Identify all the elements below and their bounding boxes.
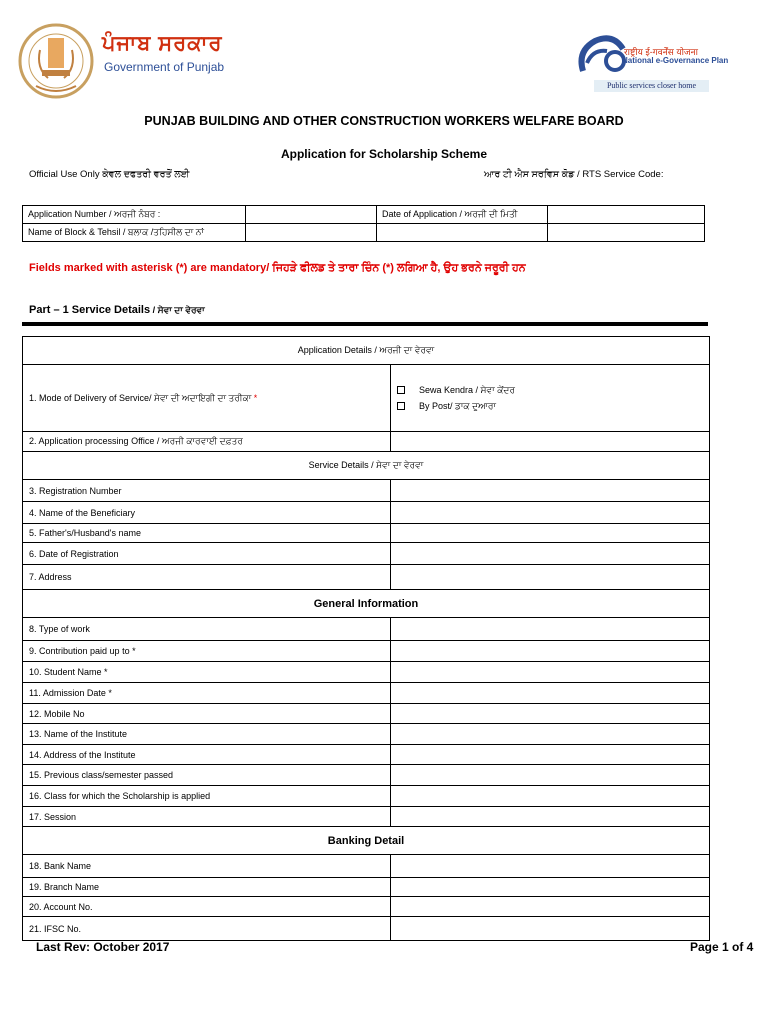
- processing-office-field[interactable]: [391, 432, 710, 452]
- field-label: 18. Bank Name: [23, 855, 391, 878]
- date-of-application-field[interactable]: [548, 206, 705, 224]
- field-label: 15. Previous class/semester passed: [23, 765, 391, 786]
- banking-rows: [23, 855, 710, 941]
- field-value-input[interactable]: [391, 724, 710, 745]
- processing-office-label: 2. Application processing Office / ਅਰਜੀ ਕਾਰਵਾਈ ਦਫ਼ਤਰ: [23, 432, 391, 452]
- application-number-field[interactable]: [246, 206, 377, 224]
- field-label: 20. Account No.: [23, 897, 391, 917]
- table-row: [23, 704, 710, 724]
- block-tehsil-label: Name of Block & Tehsil / ਬਲਾਕ /ਤਹਿਸੀਲ ਦਾ ਨਾਂ: [23, 224, 246, 242]
- punjab-emblem-logo: [18, 20, 94, 102]
- table-row: [23, 543, 710, 565]
- block-tehsil-field-2[interactable]: [377, 224, 548, 242]
- table-row: [23, 807, 710, 827]
- sewa-kendra-checkbox[interactable]: [397, 386, 405, 394]
- general-rows: [23, 618, 710, 827]
- field-value-input[interactable]: [391, 807, 710, 827]
- application-details-header: Application Details / ਅਰਜੀ ਦਾ ਵੇਰਵਾ: [23, 337, 710, 365]
- field-value-input[interactable]: [391, 641, 710, 662]
- service-details-header: Service Details / ਸੇਵਾ ਦਾ ਵੇਰਵਾ: [23, 452, 710, 480]
- board-title: PUNJAB BUILDING AND OTHER CONSTRUCTION WORKERS WELFARE BOARD: [144, 114, 624, 128]
- mode-of-delivery-text: 1. Mode of Delivery of Service/ ਸੇਵਾ ਦੀ ਅਦਾਇਗੀ ਦਾ ਤਰੀਕਾ: [29, 392, 252, 403]
- field-label: 14. Address of the Institute: [23, 745, 391, 765]
- field-label: 13. Name of the Institute: [23, 724, 391, 745]
- page-number: Page 1 of 4: [690, 940, 754, 954]
- table-row: [23, 480, 710, 502]
- field-label: 3. Registration Number: [23, 480, 391, 502]
- sewa-kendra-label: Sewa Kendra / ਸੇਵਾ ਕੇਂਦਰ: [419, 384, 515, 395]
- field-value-input[interactable]: [391, 618, 710, 641]
- application-number-label: Application Number / ਅਰਜੀ ਨੰਬਰ :: [23, 206, 246, 224]
- part-heading: [29, 304, 205, 316]
- block-tehsil-field[interactable]: [246, 224, 377, 242]
- egov-english-text: National e-Governance Plan: [622, 56, 729, 65]
- option-by-post[interactable]: [397, 401, 703, 412]
- general-information-header: General Information: [23, 590, 710, 618]
- option-sewa-kendra[interactable]: [397, 385, 703, 396]
- by-post-label: By Post/ ਡਾਕ ਦੁਆਰਾ: [419, 400, 496, 411]
- required-asterisk: *: [251, 392, 258, 403]
- mandatory-note: Fields marked with asterisk (*) are mandatory/ ਜਿਹੜੇ ਫੀਲਡ ਤੇ ਤਾਰਾ ਚਿੰਨ (*) ਲਗਿਆ ਹੈ, ਉਹ ਭਰਨੇ ਜਰੂਰੀ ਹਨ: [29, 262, 526, 274]
- field-label: 8. Type of work: [23, 618, 391, 641]
- field-value-input[interactable]: [391, 683, 710, 704]
- table-row: [23, 855, 710, 878]
- table-row: [23, 878, 710, 897]
- part-title: Part – 1 Service Details: [29, 304, 151, 316]
- banking-detail-header: Banking Detail: [23, 827, 710, 855]
- field-value-input[interactable]: [391, 786, 710, 807]
- mode-of-delivery-label: [23, 365, 391, 432]
- table-row: [23, 641, 710, 662]
- field-value-input[interactable]: [391, 480, 710, 502]
- scheme-title: Application for Scholarship Scheme: [280, 147, 488, 161]
- table-row: [23, 565, 710, 590]
- field-label: 9. Contribution paid up to *: [23, 641, 391, 662]
- field-label: 19. Branch Name: [23, 878, 391, 897]
- date-of-application-label: Date of Application / ਅਰਜੀ ਦੀ ਮਿਤੀ: [377, 206, 548, 224]
- table-row: [23, 745, 710, 765]
- table-row: [23, 724, 710, 745]
- field-value-input[interactable]: [391, 524, 710, 543]
- table-row: [23, 618, 710, 641]
- part-subtitle: / ਸੇਵਾ ਦਾ ਵੇਰਵਾ: [150, 305, 205, 315]
- field-value-input[interactable]: [391, 704, 710, 724]
- field-label: 5. Father's/Husband's name: [23, 524, 391, 543]
- field-value-input[interactable]: [391, 662, 710, 683]
- field-label: 11. Admission Date *: [23, 683, 391, 704]
- official-use-label: Official Use Only ਕੇਵਲ ਦਫਤਰੀ ਵਰਤੋਂ ਲਈ: [29, 169, 190, 180]
- rts-service-code-label: ਆਰ ਟੀ ਐਸ ਸਰਵਿਸ ਕੋਡ / RTS Service Code:: [484, 169, 664, 180]
- table-row: [23, 683, 710, 704]
- table-row: [23, 524, 710, 543]
- field-label: 21. IFSC No.: [23, 917, 391, 941]
- last-revision: Last Rev: October 2017: [36, 940, 170, 954]
- field-label: 12. Mobile No: [23, 704, 391, 724]
- field-value-input[interactable]: [391, 745, 710, 765]
- field-value-input[interactable]: [391, 565, 710, 590]
- field-value-input[interactable]: [391, 897, 710, 917]
- government-english-title: Government of Punjab: [104, 60, 225, 74]
- table-row: [23, 502, 710, 524]
- office-info-table: [22, 205, 705, 242]
- field-label: 17. Session: [23, 807, 391, 827]
- by-post-checkbox[interactable]: [397, 402, 405, 410]
- field-value-input[interactable]: [391, 543, 710, 565]
- section-divider: [22, 322, 708, 326]
- government-punjabi-title: ਪੰਜਾਬ ਸਰਕਾਰ: [102, 32, 223, 55]
- egov-tagline: Public services closer home: [594, 80, 709, 92]
- field-label: 6. Date of Registration: [23, 543, 391, 565]
- service-rows: [23, 480, 710, 590]
- table-row: [23, 786, 710, 807]
- table-row: [23, 662, 710, 683]
- block-tehsil-field-3[interactable]: [548, 224, 705, 242]
- field-value-input[interactable]: [391, 765, 710, 786]
- field-label: 10. Student Name *: [23, 662, 391, 683]
- table-row: [23, 917, 710, 941]
- field-value-input[interactable]: [391, 502, 710, 524]
- field-label: 7. Address: [23, 565, 391, 590]
- field-label: 4. Name of the Beneficiary: [23, 502, 391, 524]
- field-value-input[interactable]: [391, 917, 710, 941]
- field-value-input[interactable]: [391, 878, 710, 897]
- field-value-input[interactable]: [391, 855, 710, 878]
- egov-hindi-text: राष्ट्रीय ई-गवर्नेंस योजना: [624, 47, 698, 57]
- table-row: [23, 897, 710, 917]
- table-row: [23, 765, 710, 786]
- mode-of-delivery-options: [391, 365, 710, 432]
- application-form-table: [22, 336, 710, 941]
- field-label: 16. Class for which the Scholarship is applied: [23, 786, 391, 807]
